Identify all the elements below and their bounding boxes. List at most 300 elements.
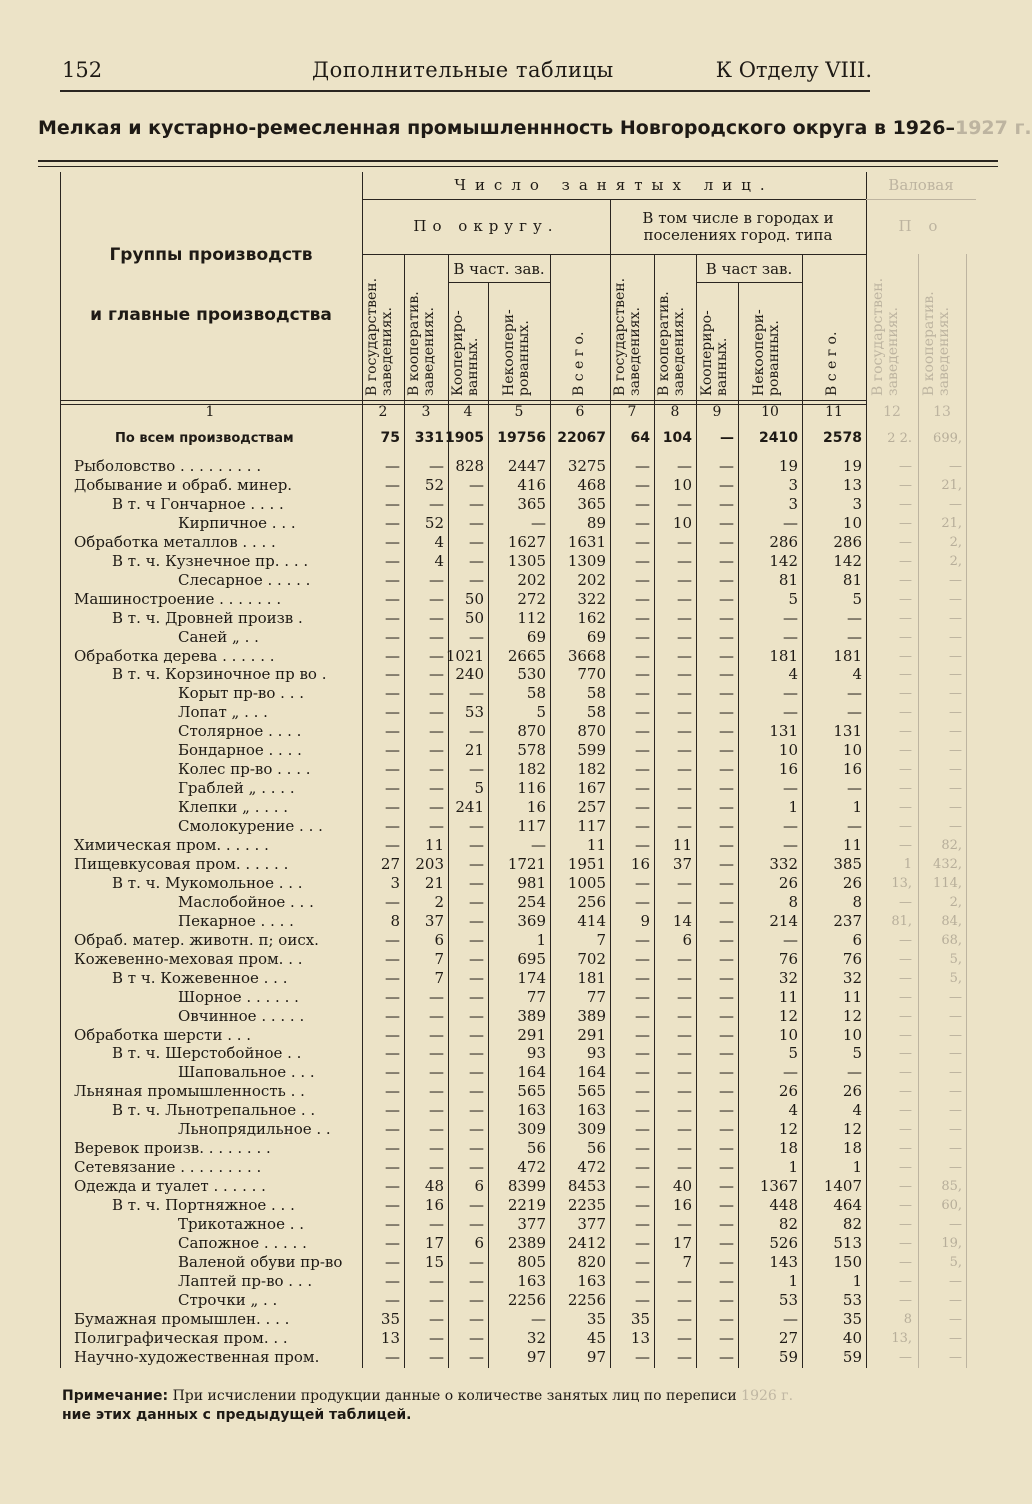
cell-value: 112 [517,608,546,627]
cell-value: 448 [769,1196,798,1215]
header-bottom-rule [60,400,866,401]
cell-value: — [385,494,400,513]
column-number: 7 [627,404,637,420]
row-label: Саней „ . . [178,627,259,646]
cell-value: — [719,722,734,741]
row-label: Рыболовство . . . . . . . . . [74,457,262,475]
cell-value: 81 [778,570,798,589]
cell-value-faded: — [949,781,962,797]
cell-value: — [635,1025,650,1044]
cell-value: — [429,1006,444,1025]
column-number: 12 [883,404,901,420]
cell-value: — [719,1196,734,1215]
cell-value: — [677,1101,692,1120]
cell-value: — [677,741,692,760]
cell-value: 162 [577,608,606,627]
row-label: Льняная промышленность . . [74,1082,305,1101]
header-rule [60,90,870,92]
cell-value: 11 [672,836,692,854]
cell-value: — [677,1006,692,1025]
cell-value-faded: — [949,591,962,607]
cell-value: 414 [577,911,606,930]
cell-value: 1 [788,798,798,817]
cell-value: — [385,741,400,760]
cell-value-faded: 5, [949,951,962,967]
cell-value: 11 [424,836,444,854]
cell-value: 19 [842,457,862,475]
cell-value: 2447 [507,457,546,475]
cell-value: 828 [455,457,484,475]
cell-value: — [469,1271,484,1290]
cell-value: — [677,570,692,589]
column-number: 1 [205,404,215,420]
cell-value: — [677,817,692,836]
cell-value-faded: — [949,1027,962,1043]
row-label: Машиностроение . . . . . . . [74,589,282,608]
cell-value-faded: — [899,534,912,550]
cell-value-faded: — [899,838,912,853]
cell-value: — [429,1271,444,1290]
cell-value: — [635,532,650,551]
cell-value: 870 [517,722,546,741]
top-rule [38,160,998,162]
table-row [60,1063,980,1082]
cell-value: — [469,892,484,911]
cell-value-faded: 2, [949,894,962,910]
cell-value: — [719,627,734,646]
cell-value: 37 [672,854,692,873]
cell-value-faded: — [899,496,912,512]
cell-value-faded: — [899,648,912,664]
cell-value: — [635,760,650,779]
table-row [60,647,980,666]
cell-value: — [385,1139,400,1158]
cell-value: — [429,987,444,1006]
row-label: Граблей „ . . . . [178,779,295,798]
cell-value: 16 [526,798,546,817]
cell-value: — [469,1309,484,1328]
cell-value: 565 [517,1082,546,1101]
cell-value: 5 [852,1044,862,1063]
cell-value: — [719,589,734,608]
column-number: 3 [421,404,431,420]
cell-value-faded: — [899,1046,912,1062]
cell-value-faded: — [899,610,912,626]
cell-value: 35 [630,1309,650,1328]
cell-value: — [385,665,400,684]
cell-value-faded: — [899,1084,912,1100]
cell-value: — [719,1252,734,1271]
private-header: В част. зав. [453,259,545,278]
cell-value: — [469,911,484,930]
total-header-2: В с е г о. [824,331,840,396]
cell-value: — [783,684,798,703]
cell-value: 163 [517,1101,546,1120]
cell-value: 377 [577,1215,606,1233]
cell-value: — [469,1158,484,1177]
running-title: Дополнительные таблицы [312,58,614,82]
cell-value: 2412 [567,1233,606,1252]
row-label: Лопат „ . . . [178,703,268,722]
cell-value-faded: — [899,951,912,967]
table-row [60,476,980,495]
cell-value: 142 [769,551,798,570]
cell-value: 365 [577,494,606,513]
cell-value-faded: — [899,743,912,759]
cell-value-faded: — [949,1084,962,1100]
cell-value: — [677,968,692,987]
cell-value: — [847,817,862,836]
cell-value: — [385,1290,400,1309]
cell-value-faded: 68, [941,932,962,948]
cell-value: — [469,513,484,532]
cell-value: 203 [415,854,444,873]
cell-value: 35 [586,1309,606,1328]
cell-value: — [677,1215,692,1233]
cell-value: — [677,1139,692,1158]
cell-value-faded: — [949,648,962,664]
cell-value: 76 [778,949,798,968]
footnote-text: При исчислении продукции данные о количестве занятых лиц по переписи [172,1388,737,1404]
cell-value: — [677,1120,692,1139]
table-row [60,1196,980,1215]
cell-value: 26 [778,873,798,892]
cell-value: 6 [474,1233,484,1252]
cell-value: — [719,1006,734,1025]
cell-value-faded: 13, [891,875,912,891]
cell-value: 272 [517,589,546,608]
cell-value: — [719,1063,734,1082]
footnote-line2: ние этих данных с предыдущей таблицей. [62,1407,412,1423]
cell-value: 530 [517,665,546,684]
cell-value: — [783,703,798,722]
cell-value: 202 [577,570,606,589]
cell-value: — [677,551,692,570]
cell-value: 5 [536,703,546,722]
state-header-faded: В государствен. заведениях. [870,277,901,396]
cell-value-faded: — [899,1292,912,1308]
cell-value: — [429,741,444,760]
cell-value-faded: — [899,724,912,740]
cell-value: — [677,532,692,551]
cell-value: 526 [769,1233,798,1252]
cell-value: — [385,1101,400,1120]
cell-value-faded: — [899,705,912,721]
cell-value: — [677,1328,692,1347]
cell-value: 3 [788,494,798,513]
cell-value: 32 [778,968,798,987]
cell-value: 18 [778,1139,798,1158]
cell-value-faded: — [949,610,962,626]
cell-value: 702 [577,949,606,968]
table-row [60,1329,980,1348]
cell-value: 4 [788,665,798,684]
cell-value: 1 [852,1271,862,1290]
cell-value: — [677,987,692,1006]
cell-value: 2256 [507,1290,546,1309]
cell-value: — [719,1025,734,1044]
row-label: Пищевкусовая пром. . . . . . [74,854,289,873]
cell-value: 117 [577,817,606,836]
cell-value: — [469,1328,484,1347]
cell-value: 286 [769,532,798,551]
cell-value: — [469,1196,484,1215]
header-rule [448,282,550,283]
cell-value-faded: — [949,686,962,702]
cell-value: — [719,608,734,627]
cell-value: — [677,494,692,513]
cell-value: — [783,817,798,836]
cell-value: — [635,570,650,589]
table-row [60,988,980,1007]
cell-value: 202 [517,570,546,589]
cell-value: 3275 [567,457,606,475]
cell-value: — [635,798,650,817]
cell-value: — [385,968,400,987]
cell-value: — [677,798,692,817]
cell-value: 9 [640,911,650,930]
cell-value-faded: — [899,1179,912,1195]
cell-value: — [719,987,734,1006]
cell-value: — [719,854,734,873]
cell-value-faded: — [899,819,912,835]
table-row [60,1310,980,1329]
row-label: Лаптей пр-во . . . [178,1271,313,1290]
cell-value-faded: — [949,1160,962,1176]
cell-value: 2256 [567,1290,606,1309]
footnote [62,1387,962,1425]
cell-value: — [429,1328,444,1347]
cell-value: — [385,1025,400,1044]
cell-value: — [635,1063,650,1082]
cell-value: 820 [577,1252,606,1271]
cell-value: 59 [778,1347,798,1366]
cell-value: 2410 [759,430,798,446]
cell-value: — [677,1063,692,1082]
cell-value: 578 [517,741,546,760]
table-row [60,760,980,779]
cell-value: 8453 [567,1177,606,1196]
row-label: В т. ч. Дровней произв . [112,608,303,627]
cell-value-faded: — [949,1311,962,1327]
cell-value: — [429,684,444,703]
table-row [60,722,980,741]
cell-value: 13 [380,1328,400,1347]
cell-value-faded: — [899,970,912,986]
cell-value: 10 [842,1025,862,1044]
cell-value: — [385,949,400,968]
cell-value-faded: — [949,762,962,778]
cell-value: 6 [434,930,444,949]
row-label: Веревок произв. . . . . . . . [74,1139,271,1158]
cell-value: — [719,1139,734,1158]
cell-value: 1951 [567,854,606,873]
cell-value: 26 [842,873,862,892]
cell-value-faded: — [949,819,962,835]
cell-value: — [719,665,734,684]
table-row [60,912,980,931]
cell-value-faded: — [899,1008,912,1024]
cell-value: 3 [390,873,400,892]
cell-value: 22067 [557,430,606,446]
table-row [60,609,980,628]
cell-value: — [635,817,650,836]
cell-value: 1021 [445,646,484,665]
cell-value: — [385,532,400,551]
cell-value: — [677,873,692,892]
state-header-2: В государствен. заведениях. [612,277,643,396]
cell-value: — [469,1252,484,1271]
cell-value-faded: 1 [903,856,912,872]
header-rule [362,254,866,255]
row-label: Кирпичное . . . [178,513,296,532]
cell-value: 2389 [507,1233,546,1252]
cell-value: — [719,1044,734,1063]
cell-value: 13 [630,1328,650,1347]
cell-value: — [385,608,400,627]
table-row [60,514,980,533]
cell-value: 81 [842,570,862,589]
table-row [60,1120,980,1139]
cell-value: 254 [517,892,546,911]
section-label: К Отделу VIII. [715,58,872,82]
cell-value: — [783,779,798,798]
cell-value: — [719,911,734,930]
cell-value: — [677,665,692,684]
cell-value-faded: — [899,932,912,948]
cell-value: — [429,1063,444,1082]
table-row [60,779,980,798]
cell-value: — [847,779,862,798]
cell-value: 377 [517,1215,546,1233]
cell-value: — [469,968,484,987]
table-row [60,1348,980,1367]
row-label: Полиграфическая пром. . . [74,1328,288,1347]
row-label: Обработка дерева . . . . . . [74,646,275,665]
cell-value: 4 [434,551,444,570]
cell-value: — [469,475,484,494]
cell-value: 163 [577,1271,606,1290]
cell-value: — [429,589,444,608]
cell-value: 32 [526,1328,546,1347]
cell-value: — [635,1252,650,1271]
cell-value: — [429,779,444,798]
cell-value: — [635,1215,650,1233]
cell-value: 11 [842,836,862,854]
cell-value: — [385,1082,400,1101]
table-row [60,552,980,571]
cell-value-faded: — [949,572,962,588]
cell-value: 11 [586,836,606,854]
cell-value: 97 [586,1347,606,1366]
cell-value: 1 [788,1158,798,1177]
cell-value: 53 [842,1290,862,1309]
cell-value: — [385,513,400,532]
cell-value: — [635,494,650,513]
cell-value: — [385,570,400,589]
cell-value: — [469,551,484,570]
cell-value: — [469,1290,484,1309]
cell-value-faded: — [949,496,962,512]
cell-value: — [635,589,650,608]
cell-value: 7 [434,949,444,968]
cell-value: 2578 [823,430,862,446]
cell-value: — [469,1139,484,1158]
row-label: Пекарное . . . . [178,911,294,930]
cell-value: 12 [842,1120,862,1139]
column-number: 9 [712,404,722,420]
cell-value-faded: — [899,1254,912,1270]
top-rule-thin [38,166,998,167]
cell-value: 472 [577,1158,606,1177]
cell-value: 69 [586,627,606,646]
row-label: Обработка металлов . . . . [74,532,276,551]
cell-value: — [677,627,692,646]
row-label: В т. ч Гончарное . . . . [112,494,284,513]
cell-value: — [720,430,734,446]
cell-value-faded: 81, [891,913,912,929]
cell-value: 27 [778,1328,798,1347]
cell-value-faded: 5, [949,1254,962,1270]
cell-value-faded: — [949,705,962,721]
table-row [60,1253,980,1272]
cell-value: — [635,475,650,494]
cell-value: 164 [517,1063,546,1082]
cell-value: 64 [630,430,650,446]
cell-value: — [429,760,444,779]
cell-value-faded: — [899,553,912,569]
cell-value: — [385,1196,400,1215]
cell-value: — [429,703,444,722]
cell-value: — [783,1063,798,1082]
cell-value: 40 [672,1177,692,1196]
cell-value: 181 [577,968,606,987]
cell-value-faded: — [949,1122,962,1138]
cell-value: — [469,684,484,703]
cell-value: 332 [769,854,798,873]
cell-value: 1407 [823,1177,862,1196]
cell-value: — [635,608,650,627]
cell-value: 6 [682,930,692,949]
cell-value-faded: — [949,629,962,645]
cell-value: 117 [517,817,546,836]
cell-value: — [719,570,734,589]
cell-value: 6 [474,1177,484,1196]
cell-value: 1627 [507,532,546,551]
cell-value: 26 [778,1082,798,1101]
cell-value: 32 [842,968,862,987]
row-label: В т. ч. Шерстобойное . . [112,1044,302,1063]
row-label: Смолокурение . . . [178,817,323,836]
table-row [60,1291,980,1310]
cell-value: 77 [586,987,606,1006]
table-row [60,893,980,912]
cell-value: — [385,1006,400,1025]
cell-value: 513 [833,1233,862,1252]
cell-value: — [847,627,862,646]
cell-value: — [385,627,400,646]
table-row [60,1044,980,1063]
cell-value-faded: — [899,800,912,816]
cell-value: — [469,532,484,551]
cell-value: 35 [380,1309,400,1328]
cell-value-faded: 8 [903,1311,912,1327]
cell-value: — [635,1006,650,1025]
cell-value: 21 [464,741,484,760]
cell-value: — [469,760,484,779]
cell-value: 241 [455,798,484,817]
footnote-label: Примечание: [62,1388,169,1404]
